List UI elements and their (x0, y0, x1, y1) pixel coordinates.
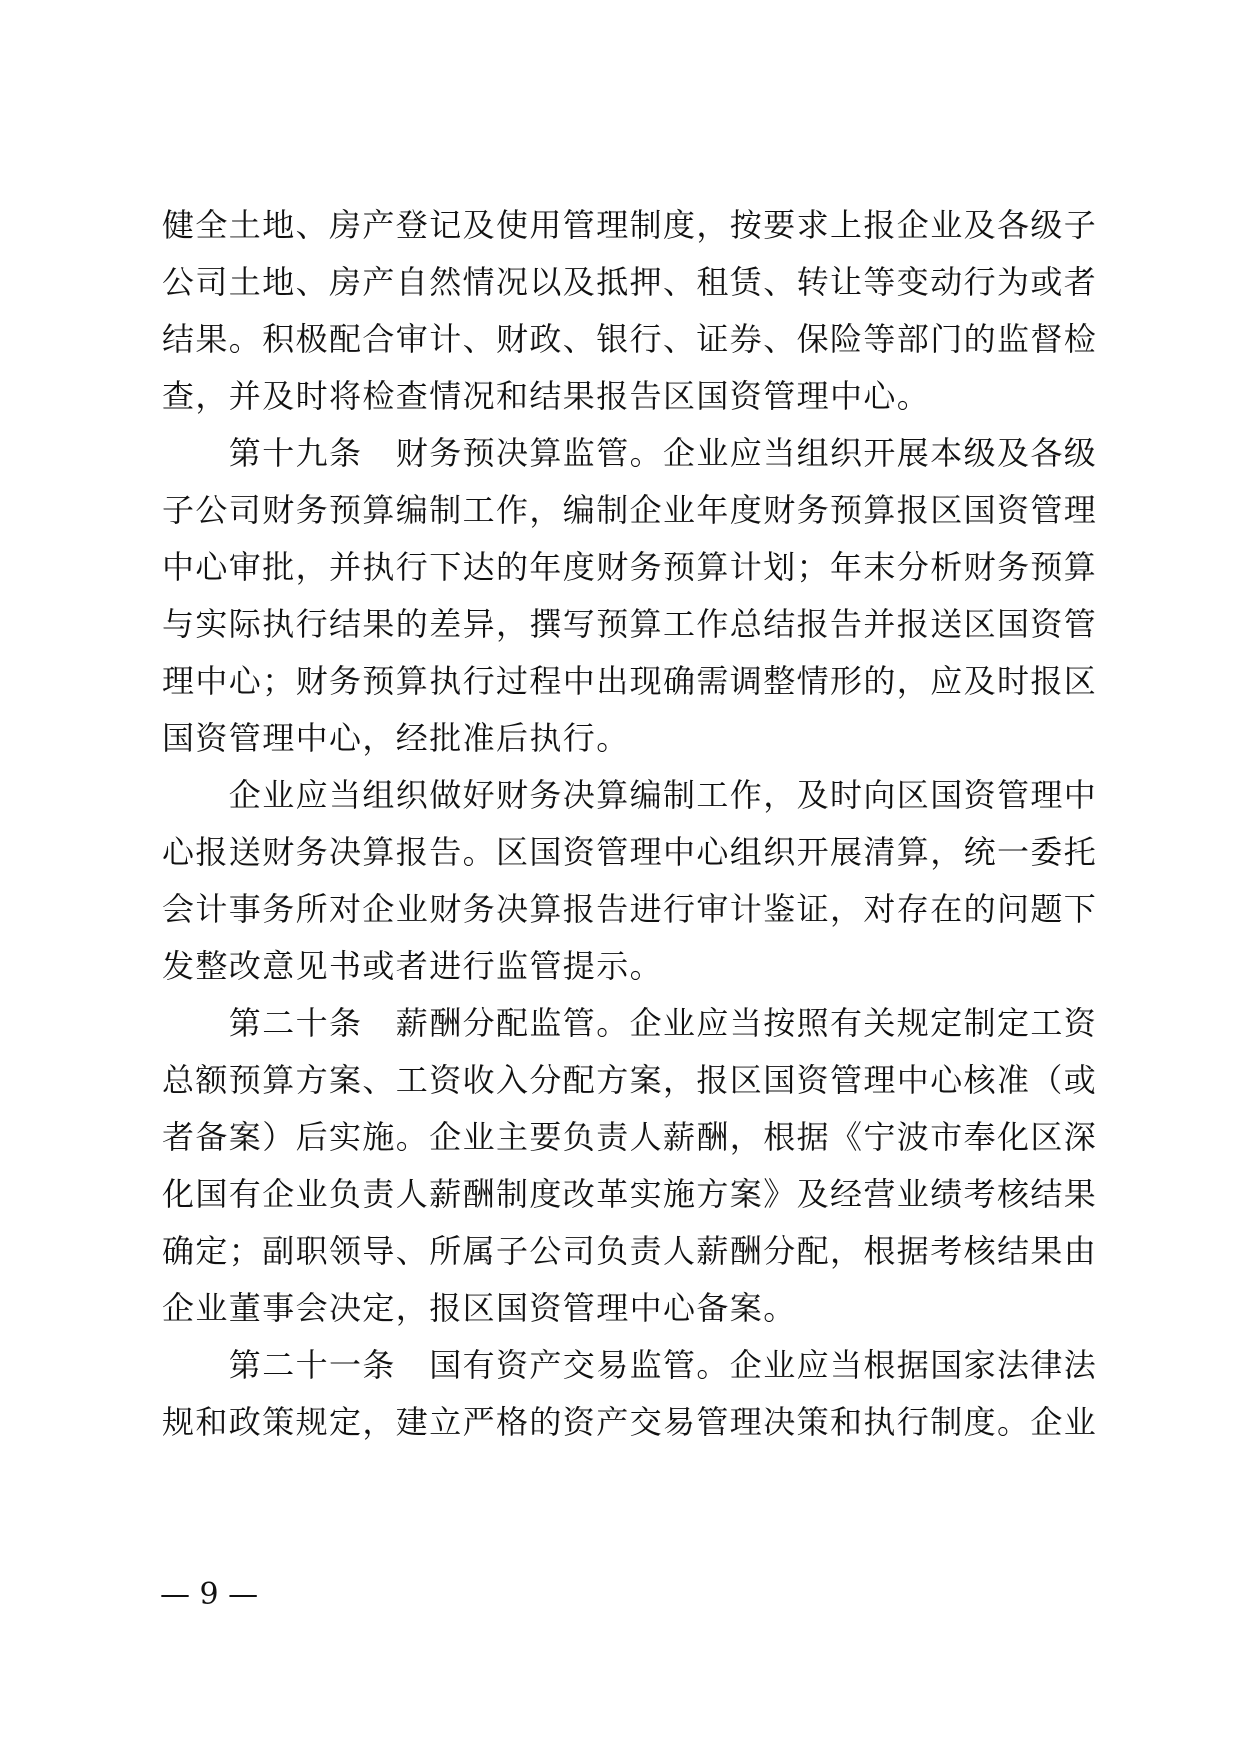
article-20-heading-line: 第二十条 薪酬分配监管。企业应当按照有关规定制定工资 (162, 1004, 1098, 1042)
text-line: 查，并及时将检查情况和结果报告区国资管理中心。 (162, 377, 931, 415)
text-line: 化国有企业负责人薪酬制度改革实施方案》及经营业绩考核结果 (162, 1175, 1098, 1213)
text-line: 心报送财务决算报告。区国资管理中心组织开展清算，统一委托 (162, 833, 1098, 871)
text-line: 确定；副职领导、所属子公司负责人薪酬分配，根据考核结果由 (162, 1232, 1098, 1270)
text-line: 国资管理中心，经批准后执行。 (162, 719, 630, 757)
text-line: 中心审批，并执行下达的年度财务预算计划；年末分析财务预算 (162, 548, 1098, 586)
text-line: 与实际执行结果的差异，撰写预算工作总结报告并报送区国资管 (162, 605, 1098, 643)
text-line: 健全土地、房产登记及使用管理制度，按要求上报企业及各级子 (162, 206, 1098, 244)
text-line: 理中心；财务预算执行过程中出现确需调整情形的，应及时报区 (162, 662, 1098, 700)
text-line: 者备案）后实施。企业主要负责人薪酬，根据《宁波市奉化区深 (162, 1118, 1098, 1156)
article-21-heading-line: 第二十一条 国有资产交易监管。企业应当根据国家法律法 (162, 1346, 1098, 1384)
text-line: 总额预算方案、工资收入分配方案，报区国资管理中心核准（或 (162, 1061, 1098, 1099)
page-number: — 9 — (160, 1577, 259, 1612)
article-19-heading-line: 第十九条 财务预决算监管。企业应当组织开展本级及各级 (162, 434, 1098, 472)
text-line: 规和政策规定，建立严格的资产交易管理决策和执行制度。企业 (162, 1403, 1098, 1441)
text-line: 公司土地、房产自然情况以及抵押、租赁、转让等变动行为或者 (162, 263, 1098, 301)
text-line: 子公司财务预算编制工作，编制企业年度财务预算报区国资管理 (162, 491, 1098, 529)
text-line: 企业董事会决定，报区国资管理中心备案。 (162, 1289, 797, 1327)
text-line: 会计事务所对企业财务决算报告进行审计鉴证，对存在的问题下 (162, 890, 1098, 928)
text-line: 发整改意见书或者进行监管提示。 (162, 947, 664, 985)
text-line: 结果。积极配合审计、财政、银行、证券、保险等部门的监督检 (162, 320, 1098, 358)
paragraph-start-line: 企业应当组织做好财务决算编制工作，及时向区国资管理中 (162, 776, 1098, 814)
